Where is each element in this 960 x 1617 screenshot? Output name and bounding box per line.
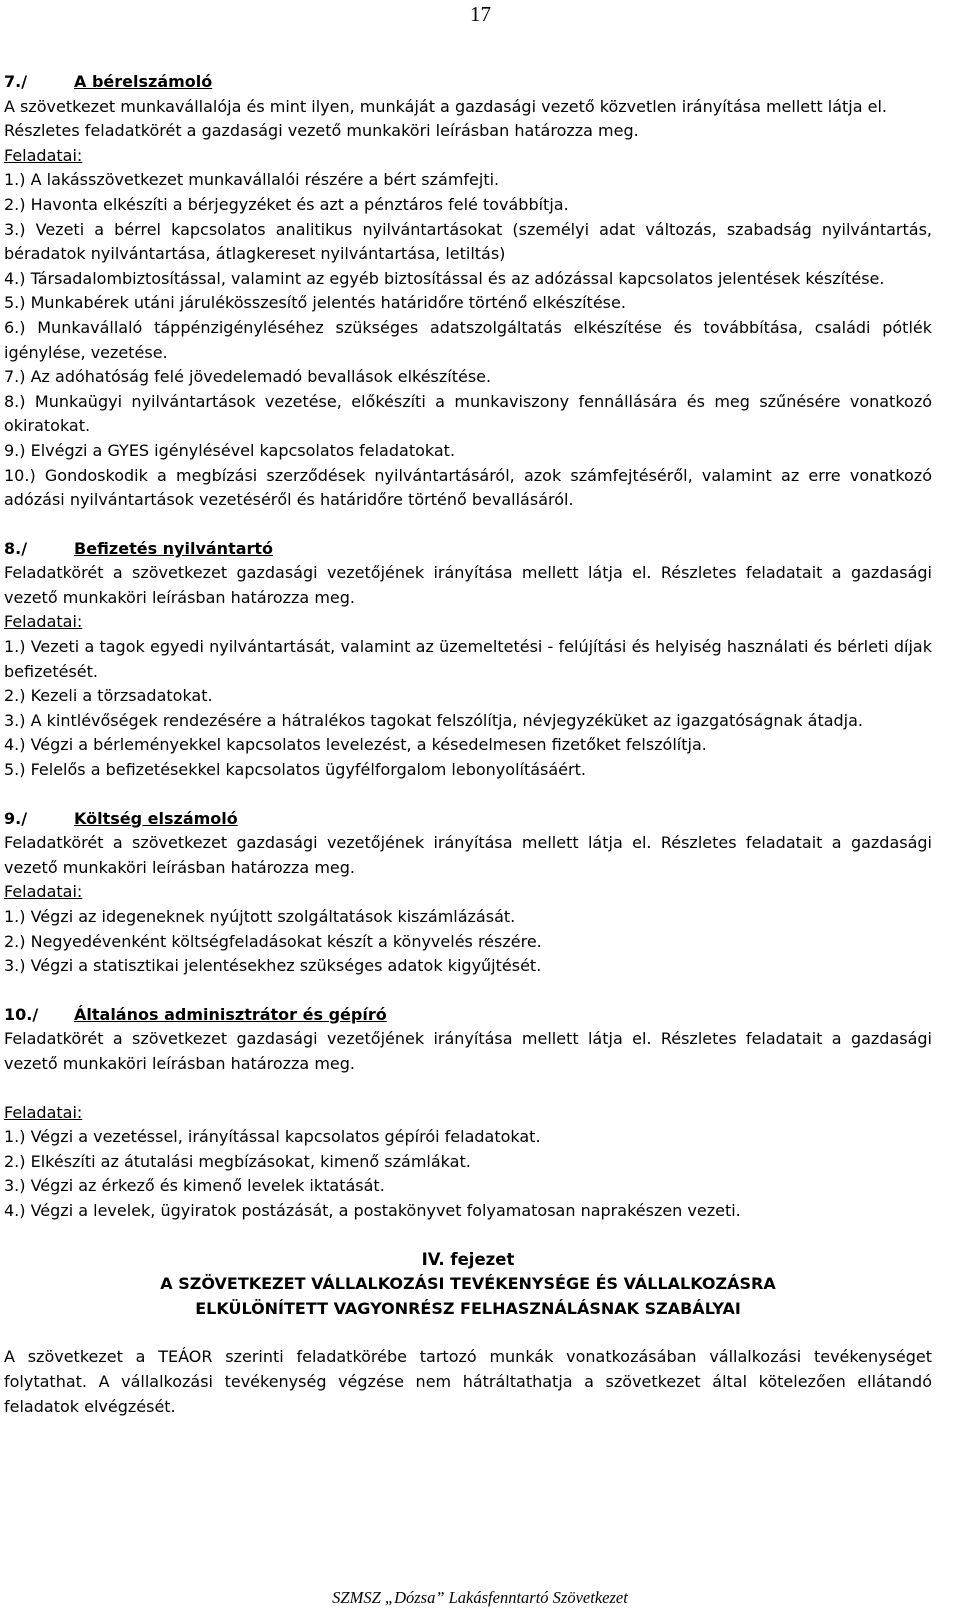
section-heading [4,70,932,95]
task-item: 2.) Negyedévenként költségfeladásokat készít a könyvelés részére. [4,931,542,951]
chapter-paragraph: A szövetkezet a TEÁOR szerinti feladatkörébe tartozó munkák vonatkozásában vállalkozási tevékenységet folytathat. A vállalkozási tevékenység végzése nem hátráltathatja a szövetkezet által kötelezően ellátandó feladatok elvégzését. [4,1347,932,1416]
chapter-title-line: A SZÖVETKEZET VÁLLALKOZÁSI TEVÉKENYSÉGE ÉS VÁLLALKOZÁSRA [160,1274,776,1294]
task-item: 9.) Elvégzi a GYES igénylésével kapcsolatos feladatokat. [4,440,456,460]
chapter-title-line: ELKÜLÖNÍTETT VAGYONRÉSZ FELHASZNÁLÁSNAK SZABÁLYAI [195,1298,741,1318]
section-befizetes-nyilvantarto [4,537,932,783]
chapter-heading [4,1248,932,1322]
task-item: 1.) Végzi a vezetéssel, irányítással kapcsolatos gépírói feladatokat. [4,1127,541,1147]
task-item: 4.) Végzi a levelek, ügyiratok postázását, a postakönyvet folyamatosan naprakészen vezeti. [4,1200,741,1220]
intro-paragraph: Feladatkörét a szövetkezet gazdasági vezetőjének irányítása mellett látja el. Részletes feladatait a gazdasági vezető munkaköri leírásban határozza meg. [4,833,932,877]
section-title: Általános adminisztrátor és gépíró [74,1004,387,1024]
task-item: 5.) Felelős a befizetésekkel kapcsolatos ügyfélforgalom lebonyolításáért. [4,760,586,780]
page-number: 17 [470,2,491,26]
chapter-label: IV. fejezet [421,1249,515,1269]
task-item: 4.) Társadalombiztosítással, valamint az egyéb biztosítással és az adózással kapcsolatos jelentések készítése. [4,268,885,288]
task-item: 3.) A kintlévőségek rendezésére a hátralékos tagokat felszólítja, névjegyzéküket az igazgatóságnak átadja. [4,710,864,730]
section-heading [4,807,932,832]
intro-paragraph: Részletes feladatkörét a gazdasági vezető munkaköri leírásban határozza meg. [4,121,639,141]
task-item: 7.) Az adóhatóság felé jövedelemadó bevallások elkészítése. [4,367,492,387]
task-item: 2.) Elkészíti az átutalási megbízásokat, kimenő számlákat. [4,1151,471,1171]
section-heading [4,1003,932,1028]
tasks-label: Feladatai: [4,145,83,165]
section-number: 10./ [4,1004,39,1024]
task-item: 4.) Végzi a bérleményekkel kapcsolatos levelezést, a késedelmesen fizetőket felszólítja. [4,735,707,755]
blank-line [4,1321,932,1345]
task-item: 3.) Vezeti a bérrel kapcsolatos analitikus nyilvántartásokat (személyi adat változás, szabadság nyilvántartás, béradatok nyilvántartása, átlagkereset nyilvántartása, letiltás) [4,219,932,264]
task-item: 1.) Végzi az idegeneknek nyújtott szolgáltatások kiszámlázását. [4,907,516,926]
section-number: 9./ [4,808,28,828]
document-body [4,70,932,1419]
tasks-label: Feladatai: [4,1102,83,1122]
task-item: 1.) A lakásszövetkezet munkavállalói részére a bért számfejti. [4,170,500,190]
intro-paragraph: Feladatkörét a szövetkezet gazdasági vezetőjének irányítása mellett látja el. Részletes feladatait a gazdasági vezető munkaköri leírásban határozza meg. [4,1029,932,1073]
section-title: Befizetés nyilvántartó [74,538,274,558]
section-title: Költség elszámoló [74,808,238,828]
blank-line [4,1077,932,1101]
section-heading [4,537,932,562]
section-koltseg-elszamolo [4,807,932,979]
task-item: 6.) Munkavállaló táppénzigényléséhez szükséges adatszolgáltatás elkészítése és továbbítása, családi pótlék igénylése, vezetése. [4,317,932,362]
task-item: 2.) Havonta elkészíti a bérjegyzéket és azt a pénztáros felé továbbítja. [4,194,569,214]
tasks-label: Feladatai: [4,612,83,632]
task-item: 3.) Végzi a statisztikai jelentésekhez szükséges adatok kigyűjtését. [4,956,542,976]
page-footer: SZMSZ „Dózsa” Lakásfenntartó Szövetkezet [332,1588,628,1607]
task-item: 10.) Gondoskodik a megbízási szerződések nyilvántartásáról, azok számfejtéséről, valamint az erre vonatkozó adózási nyilvántartások vezetéséről és határidőre történő bevallásáról. [4,465,932,510]
intro-paragraph: Feladatkörét a szövetkezet gazdasági vezetőjének irányítása mellett látja el. Részletes feladatait a gazdasági vezető munkaköri leírásban határozza meg. [4,563,932,607]
task-item: 8.) Munkaügyi nyilvántartások vezetése, előkészíti a munkaviszony fennállására és meg szűnésére vonatkozó okiratokat. [4,391,932,436]
intro-paragraph: A szövetkezet munkavállalója és mint ilyen, munkáját a gazdasági vezető közvetlen irányítása mellett látja el. [4,96,887,116]
section-number: 7./ [4,72,28,91]
task-item: 2.) Kezeli a törzsadatokat. [4,686,213,706]
section-berelszamolo [4,70,932,513]
section-title: A bérelszámoló [74,72,213,91]
section-altalanos-adminisztrator [4,1003,932,1224]
task-item: 5.) Munkabérek utáni járulékösszesítő jelentés határidőre történő elkészítése. [4,293,626,313]
task-item: 3.) Végzi az érkező és kimenő levelek iktatását. [4,1176,385,1196]
section-number: 8./ [4,538,28,558]
tasks-label: Feladatai: [4,882,83,902]
task-item: 1.) Vezeti a tagok egyedi nyilvántartását, valamint az üzemeltetési - felújítási és helyiség használati és bérleti díjak befizetését. [4,637,932,681]
